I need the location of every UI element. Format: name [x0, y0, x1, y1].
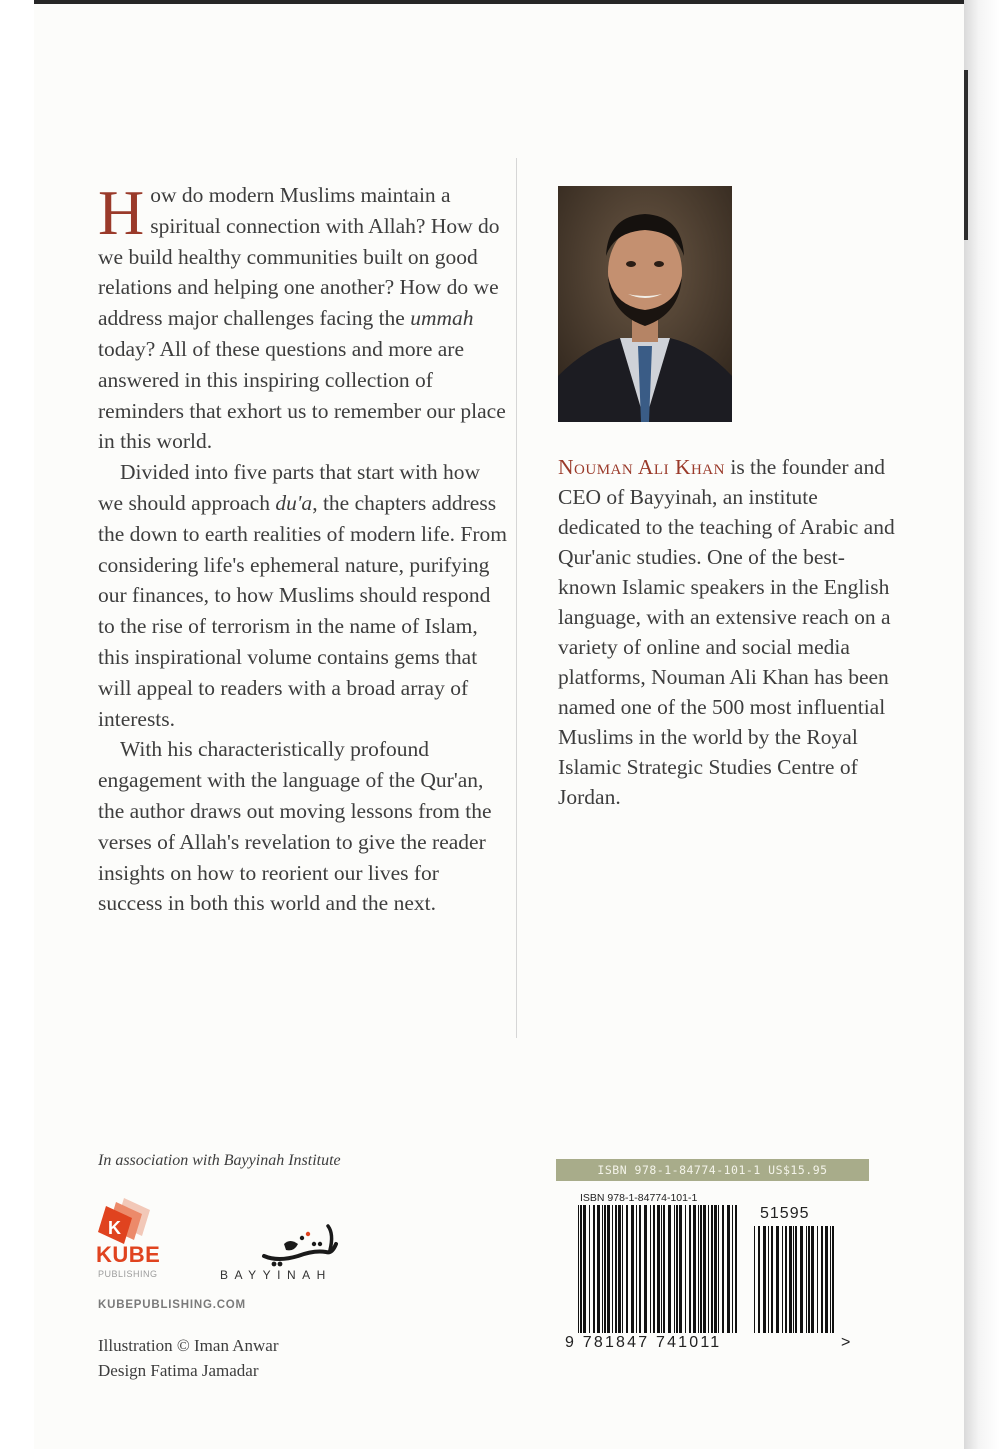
barcode-bar	[714, 1205, 717, 1333]
barcode-bar	[711, 1205, 713, 1333]
credits	[98, 1333, 279, 1383]
barcode-bar	[795, 1226, 797, 1333]
barcode-bar	[626, 1205, 628, 1333]
barcode-bar	[700, 1205, 702, 1333]
barcode-bar	[663, 1205, 665, 1333]
barcode-bar	[639, 1205, 641, 1333]
barcode-bar	[722, 1205, 724, 1333]
blurb-paragraph-2: Divided into five parts that start with how we should approach du'a, the chapters address the down to earth realities of modern life. From considering life's ephemeral nature, purifying our finances, to how Muslims should respond to the rise of terrorism in the name of Islam, this inspirational volume contains gems that will appeal to readers with a broad array of interests.	[98, 460, 507, 731]
isbn-price-band: ISBN 978-1-84774-101-1 US$15.95	[556, 1159, 869, 1181]
barcode-bar	[644, 1205, 647, 1333]
barcode-bar	[689, 1205, 691, 1333]
barcode-bar	[793, 1226, 794, 1333]
barcode-bar	[631, 1205, 634, 1333]
credit-illustration: Illustration © Iman Anwar	[98, 1336, 279, 1355]
author-name: Nouman Ali Khan	[558, 455, 725, 479]
barcode-bar	[817, 1226, 818, 1333]
barcode-bar	[789, 1226, 792, 1333]
book-spine-shadow	[964, 70, 968, 240]
book-spine-edge	[964, 0, 1000, 1449]
column-divider	[516, 158, 517, 1038]
barcode-digits: 9 781847 741011	[565, 1334, 722, 1351]
barcode-bar	[583, 1205, 586, 1333]
blurb-paragraph-3: With his characteristically profound engagement with the language of the Qur'an, the author draws out moving lessons from the verses of Allah's revelation to give the reader insights on how to reorient our lives for success in both this world and the next.	[98, 737, 492, 916]
barcode-bar	[825, 1226, 828, 1333]
barcode-bar	[811, 1226, 814, 1333]
barcode-bar	[771, 1226, 773, 1333]
barcode-bar	[650, 1205, 651, 1333]
barcode-bar	[830, 1226, 831, 1333]
kube-subtitle: PUBLISHING	[98, 1269, 158, 1279]
kube-cube-icon	[98, 1196, 164, 1244]
barcode-bar	[618, 1205, 621, 1333]
barcode-bar	[589, 1205, 590, 1333]
barcode-bar	[657, 1205, 660, 1333]
blurb-paragraph-1: How do modern Muslims maintain a spiritual connection with Allah? How do we build healthy communities built on good relations and helping one another? How do we address major challenges facing the ummah today? All of these questions and more are answered in this inspiring collection of reminders that exhort us to remember our place in this world.	[98, 177, 506, 454]
barcode-bar	[800, 1226, 803, 1333]
barcode-bar	[758, 1226, 760, 1333]
barcode-addon	[754, 1226, 836, 1333]
barcode-bar	[578, 1205, 579, 1333]
barcode-bar	[718, 1205, 719, 1333]
bayyinah-wordmark: BAYYINAH	[220, 1268, 332, 1282]
barcode-bar	[776, 1226, 779, 1333]
barcode-arrow: >	[841, 1334, 851, 1351]
barcode-bar	[763, 1226, 766, 1333]
barcode-bar	[785, 1226, 787, 1333]
barcode-bar	[636, 1205, 637, 1333]
barcode-bar	[732, 1205, 733, 1333]
author-photo	[558, 186, 732, 422]
barcode-bar	[615, 1205, 617, 1333]
author-portrait-illustration	[558, 186, 732, 422]
svg-text:K: K	[108, 1218, 121, 1238]
barcode-bar	[754, 1226, 755, 1333]
credit-design: Design Fatima Jamadar	[98, 1361, 259, 1380]
barcode-bar	[653, 1205, 655, 1333]
barcode-bar	[703, 1205, 706, 1333]
barcode-bar	[727, 1205, 730, 1333]
barcode-bar	[768, 1226, 769, 1333]
author-bio	[558, 452, 898, 812]
barcode-bar	[808, 1226, 810, 1333]
barcode-bar	[607, 1205, 610, 1333]
bayyinah-calligraphy-icon	[218, 1222, 360, 1268]
barcode-bar	[679, 1205, 682, 1333]
barcode-bar	[685, 1205, 686, 1333]
barcode-bar	[668, 1205, 671, 1333]
barcode-bar	[661, 1205, 662, 1333]
isbn-label: ISBN 978-1-84774-101-1	[580, 1192, 698, 1204]
barcode-bar	[821, 1226, 823, 1333]
kube-wordmark: KUBE	[96, 1242, 161, 1267]
barcode-bar	[693, 1205, 696, 1333]
barcode-bar	[806, 1226, 807, 1333]
bayyinah-logo	[218, 1222, 360, 1284]
barcode-bar	[674, 1205, 675, 1333]
barcode-bar	[832, 1226, 834, 1333]
barcode-bar	[604, 1205, 606, 1333]
barcode-addon-number: 51595	[760, 1205, 810, 1222]
barcode-bar	[612, 1205, 613, 1333]
kube-publishing-logo	[96, 1196, 171, 1286]
bio-text: is the founder and CEO of Bayyinah, an institute dedicated to the teaching of Arabic and Qur'anic studies. One of the best-known Islamic speakers in the English language, with an extensive reach on a variety of online and social media platforms, Nouman Ali Khan has been named one of the 500 most influential Muslims in the world by the Royal Islamic Strategic Studies Centre of Jordan.	[558, 455, 895, 809]
barcode-bar	[597, 1205, 600, 1333]
barcode-bar	[735, 1205, 737, 1333]
drop-cap: H	[98, 177, 145, 248]
barcode-bar	[602, 1205, 603, 1333]
website-url: KUBEPUBLISHING.COM	[98, 1299, 246, 1311]
barcode-bar	[782, 1226, 783, 1333]
barcode-bar	[708, 1205, 709, 1333]
association-note: In association with Bayyinah Institute	[98, 1152, 341, 1169]
barcode-bar	[580, 1205, 582, 1333]
barcode-main	[578, 1205, 738, 1333]
barcode-bar	[676, 1205, 678, 1333]
barcode-bar	[698, 1205, 699, 1333]
blurb-text	[98, 177, 508, 919]
barcode-bar	[593, 1205, 595, 1333]
barcode-bar	[622, 1205, 623, 1333]
